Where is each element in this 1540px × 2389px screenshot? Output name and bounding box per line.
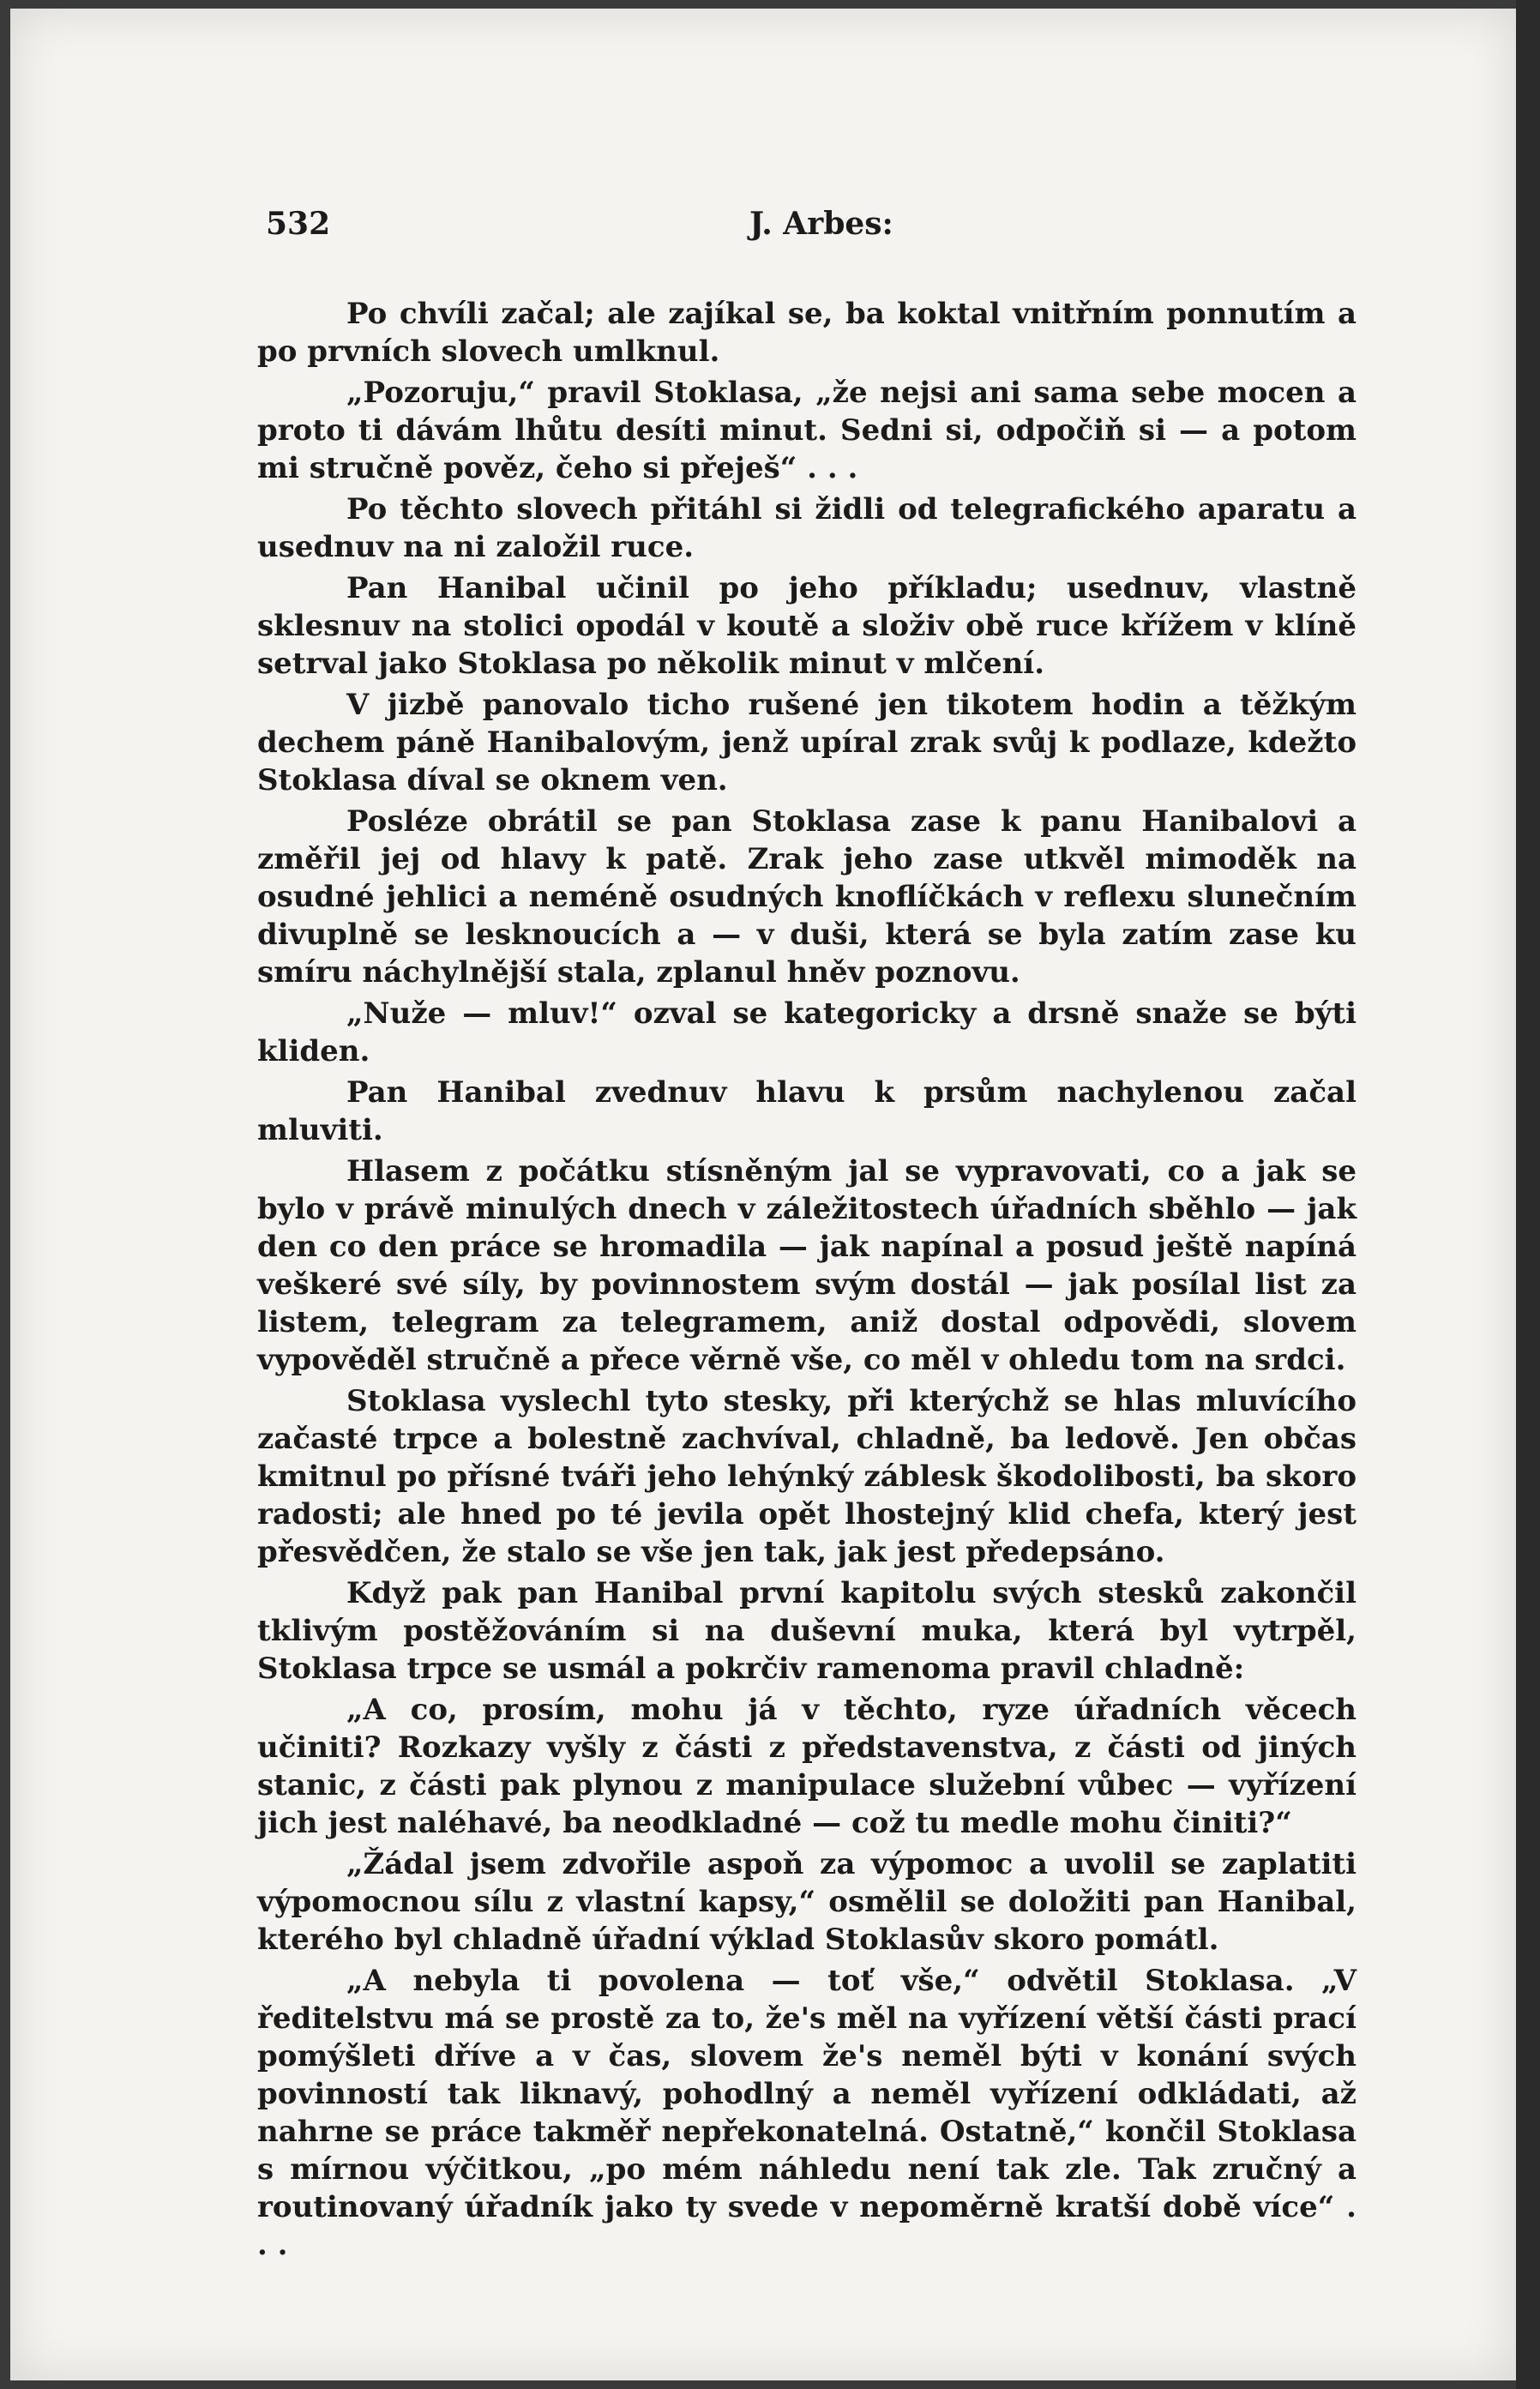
paragraph: „A nebyla ti povolena — toť vše,“ odvětil Stoklasa. „V ředitelstvu má se prostě za to, že's měl na vyřízení větší části prací pomýšleti dříve a v čas, slovem že's neměl býti v konání svých povinností tak liknavý, pohodlný a neměl vyřízení odkládati, až nahrne se práce takměř nepřekonatelná. Ostatně,“ končil Stoklasa s mírnou výčitkou, „po mém náhledu není tak zle. Tak zručný a routinovaný úřadník jako ty svede v nepoměrně kratší době více“ . . . — [257, 1964, 1357, 2262]
running-head: J. Arbes: — [749, 206, 893, 242]
paragraph: Pan Hanibal zvednuv hlavu k prsům nachylenou začal mluviti. — [257, 1075, 1357, 1147]
paragraph: Pan Hanibal učinil po jeho příkladu; usednuv, vlastně sklesnuv na stolici opodál v koutě a složiv obě ruce křížem v klíně setrval jako Stoklasa po několik minut v mlčení. — [257, 571, 1357, 681]
paragraph: Hlasem z počátku stísněným jal se vypravovati, co a jak se bylo v právě minulých dnech v záležitostech úřadních sběhlo — jak den co den práce se hromadila — jak napínal a posud ještě napíná veškeré své síly, by povinnostem svým dostál — jak posílal list za listem, telegram za telegramem, aniž dostal odpovědi, slovem vypověděl stručně a přece věrně vše, co měl v ohledu tom na srdci. — [257, 1154, 1357, 1377]
paragraph: „Žádal jsem zdvořile aspoň za výpomoc a uvolil se zaplatiti výpomocnou sílu z vlastní kapsy,“ osmělil se doložiti pan Hanibal, kterého byl chladně úřadní výklad Stoklasův skoro pomátl. — [257, 1847, 1357, 1957]
paragraph: Když pak pan Hanibal první kapitolu svých stesků zakončil tklivým postěžováním si na duševní muka, která byl vytrpěl, Stoklasa trpce se usmál a pokrčiv ramenoma pravil chladně: — [257, 1576, 1357, 1686]
paragraph: Po chvíli začal; ale zajíkal se, ba koktal vnitřním ponnutím a po prvních slovech umlknul. — [257, 297, 1357, 369]
page-header — [257, 199, 1357, 250]
page-number: 532 — [266, 206, 331, 242]
paragraph: Posléze obrátil se pan Stoklasa zase k panu Hanibalovi a změřil jej od hlavy k patě. Zrak jeho zase utkvěl mimoděk na osudné jehlici a neméně osudných knoflíčkách v reflexu slunečním divuplně se lesknoucích a — v duši, která se byla zatím zase ku smíru náchylnější stala, zplanul hněv poznovu. — [257, 804, 1357, 990]
paragraph: „A co, prosím, mohu já v těchto, ryze úřadních věcech učiniti? Rozkazy vyšly z části z představenstva, z části od jiných stanic, z části pak plynou z manipulace služební vůbec — vyřízení jich jest naléhavé, ba neodkladné — což tu medle mohu činiti?“ — [257, 1693, 1357, 1840]
scan-edge — [1516, 0, 1540, 2389]
paragraph: Po těchto slovech přitáhl si židli od telegrafického aparatu a usednuv na ni založil ruce. — [257, 492, 1357, 564]
paragraph: Stoklasa vyslechl tyto stesky, při kterýchž se hlas mluvícího začasté trpce a bolestně zachvíval, chladně, ba ledově. Jen občas kmitnul po přísné tváři jeho lehýnký záblesk škodolibosti, ba skoro radosti; ale hned po té jevila opět lhostejný klid chefa, který jest přesvědčen, že stalo se vše jen tak, jak jest předepsáno. — [257, 1384, 1357, 1569]
paragraph: „Pozoruju,“ pravil Stoklasa, „že nejsi ani sama sebe mocen a proto ti dávám lhůtu desíti minut. Sedni si, odpočiň si — a potom mi stručně pověz, čeho si přeješ“ . . . — [257, 376, 1357, 485]
paragraph: „Nuže — mluv!“ ozval se kategoricky a drsně snaže se býti kliden. — [257, 996, 1357, 1068]
body-text — [257, 295, 1357, 2264]
book-page — [257, 199, 1357, 2267]
paragraph: V jizbě panovalo ticho rušené jen tikotem hodin a těžkým dechem páně Hanibalovým, jenž upíral zrak svůj k podlaze, kdežto Stoklasa díval se oknem ven. — [257, 688, 1357, 797]
